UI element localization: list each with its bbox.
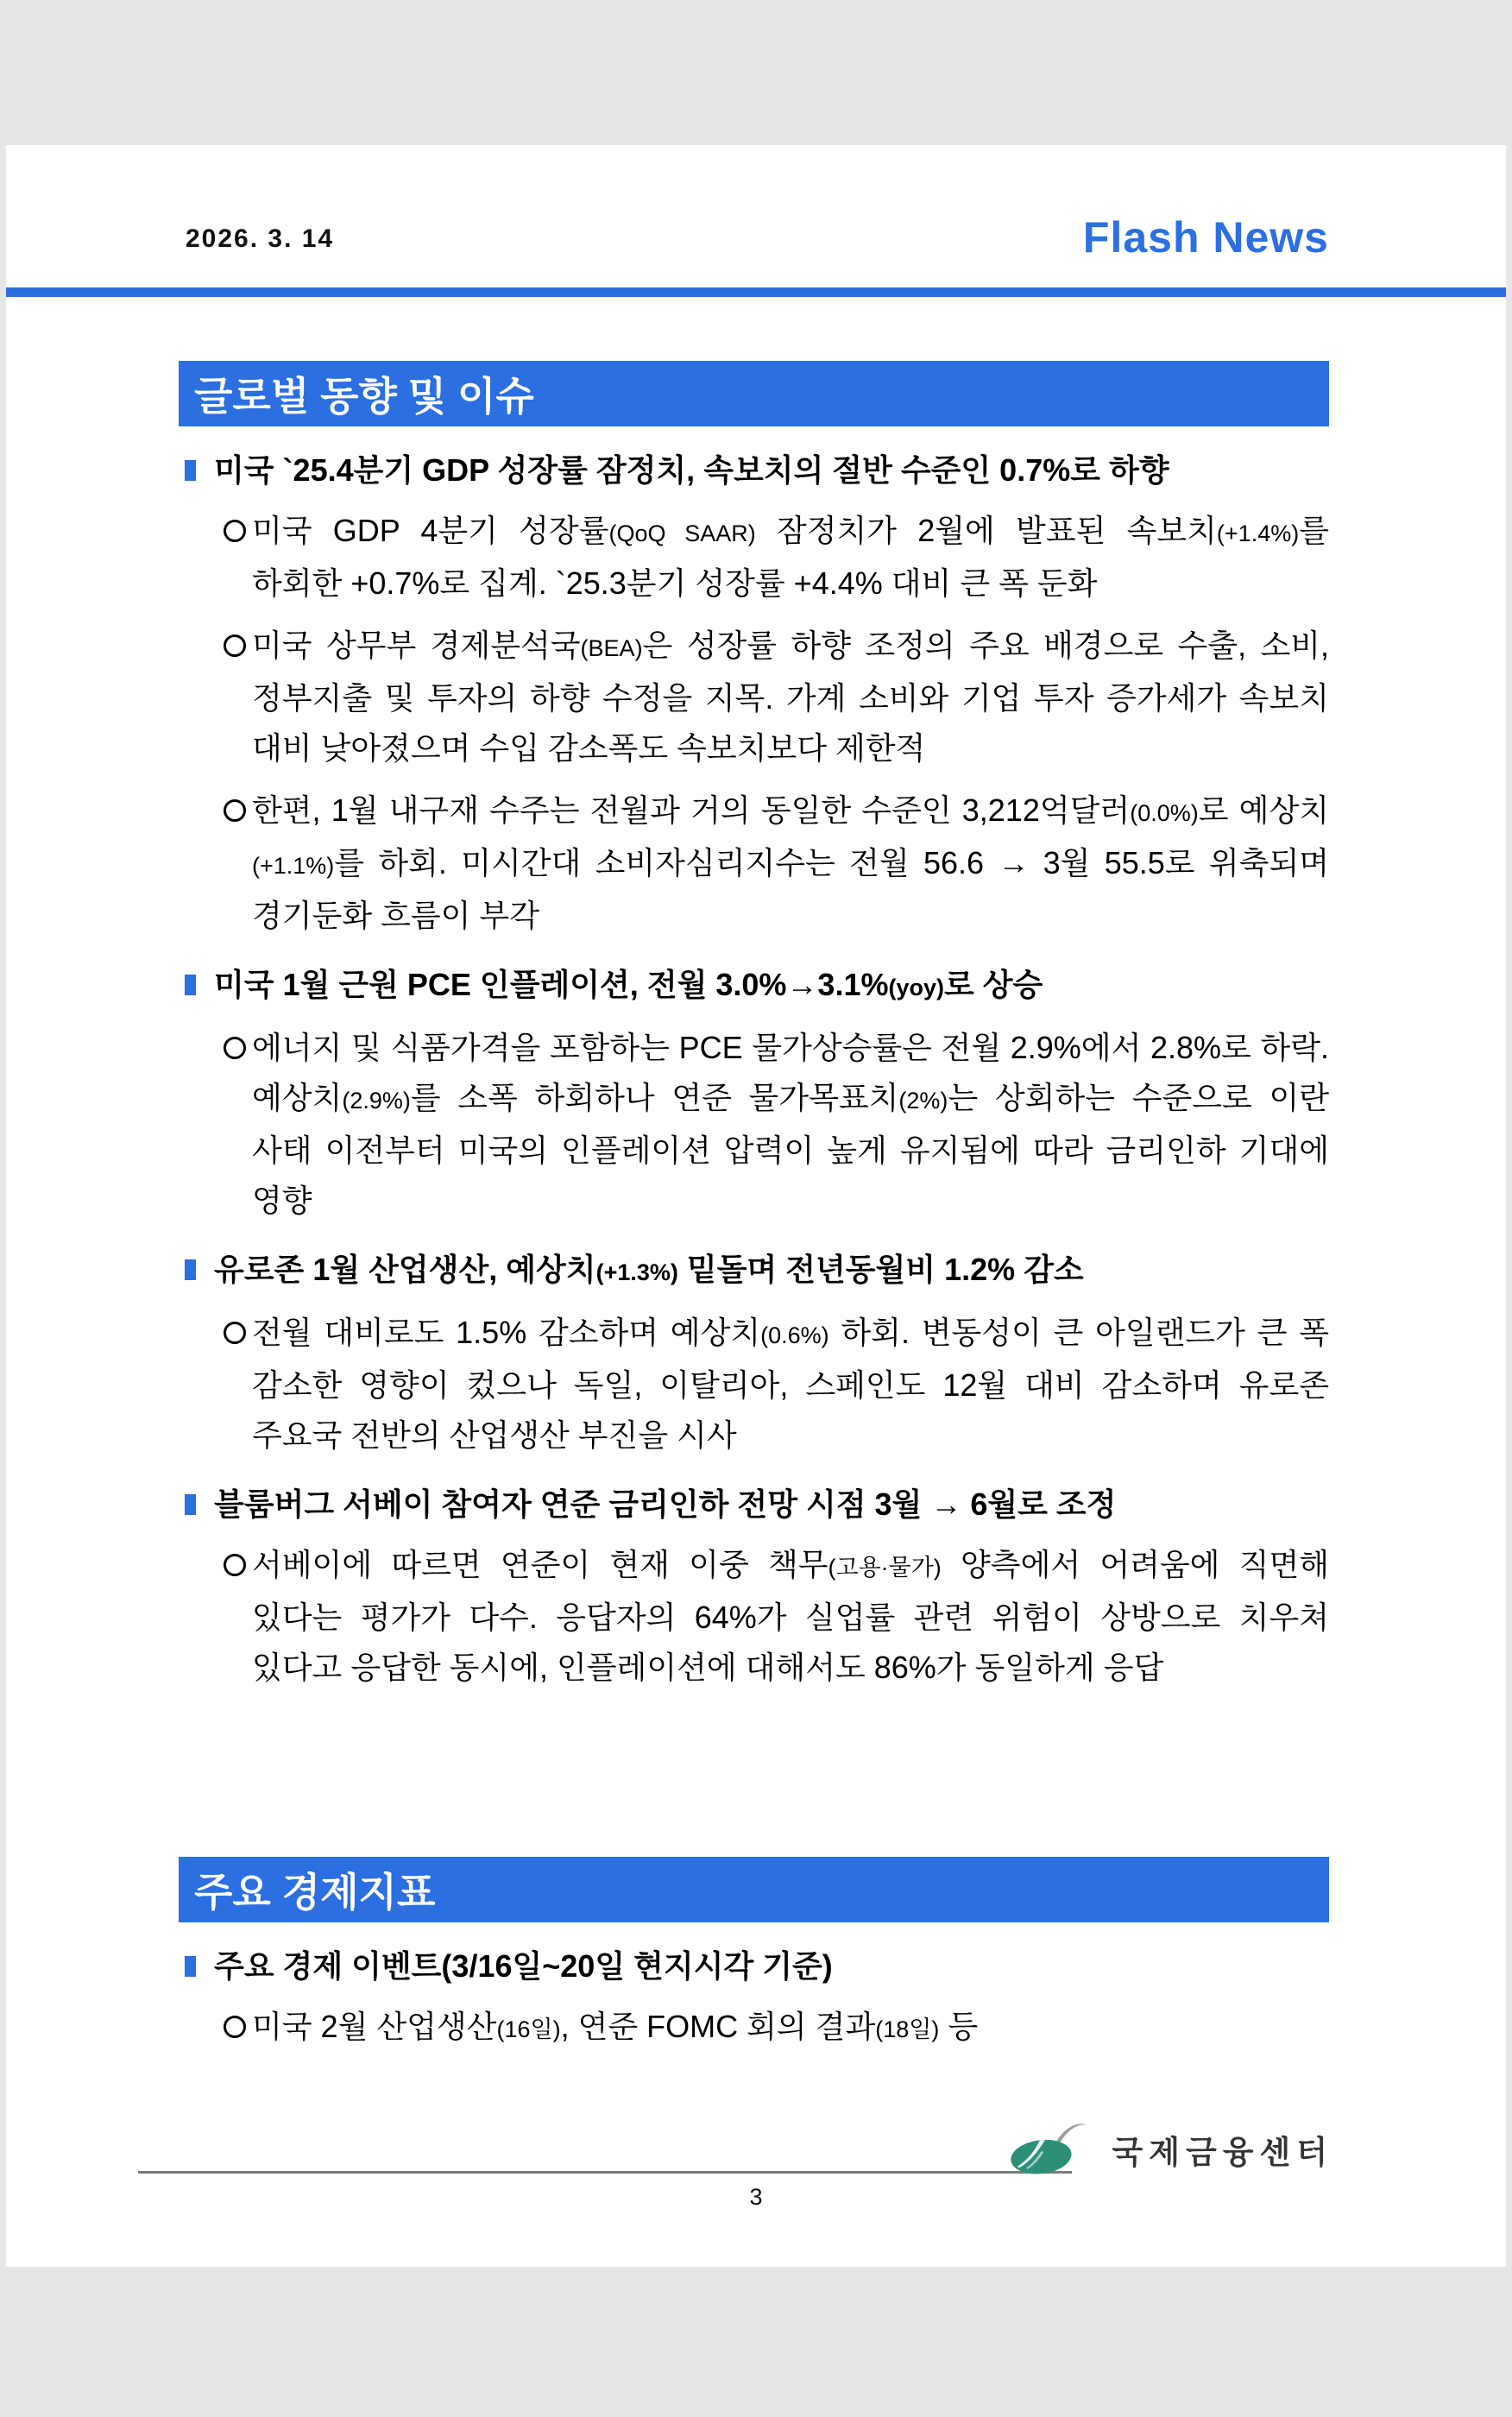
kcif-globe-icon [1009, 2115, 1102, 2184]
sub-text [252, 1315, 1329, 1453]
sub-text [252, 1547, 1329, 1685]
text-segment: 은 성장률 하향 조정의 주요 배경으로 수출, 소비, 정부지출 및 투자의 하향 수정을 지목. 가계 소비와 기업 투자 증가세가 속보치 대비 낮아졌으며 수입 감소폭도 속보치보다 제한적 [252, 628, 1330, 766]
text-segment: 서베이에 따르면 연준이 현재 이중 책무 [252, 1547, 828, 1582]
text-segment: 는 상회하는 수준으로 이란 사태 이전부터 미국의 인플레이션 압력이 높게 유지됨에 따라 금리인하 기대에 영향 [252, 1080, 1329, 1218]
square-bullet-icon [185, 1494, 196, 1515]
sub-bullet [179, 1540, 1329, 1693]
sub-text [252, 1030, 1329, 1218]
section-header [179, 361, 1329, 426]
text-segment: 미국 2월 산업생산 [252, 2009, 497, 2044]
text-segment: 미국 1월 근원 PCE 인플레이션, 전월 3.0%→3.1% [214, 967, 889, 1002]
bullet-headline [179, 1245, 1329, 1297]
text-segment: 미국 GDP 4분기 성장률 [252, 513, 609, 548]
headline-text [214, 967, 1043, 1002]
section-header [179, 1857, 1329, 1922]
report-date: 2026. 3. 14 [186, 224, 335, 253]
bullet-headline [179, 1941, 1329, 1991]
square-bullet-icon [185, 975, 196, 995]
text-segment: 미국 `25.4분기 GDP 성장률 잠정치, 속보치의 절반 수준인 0.7%로 하향 [214, 452, 1169, 488]
organization-name: 국제금융센터 [1112, 2135, 1333, 2170]
sub-text [252, 2009, 978, 2044]
sub-bullet [179, 506, 1329, 609]
text-small-segment: (16일) [496, 2016, 561, 2042]
text-segment: 전월 대비로도 1.5% 감소하며 예상치 [252, 1315, 761, 1350]
report-title: Flash News [1082, 213, 1329, 262]
text-segment: 밑돌며 전년동월비 1.2% 감소 [677, 1252, 1084, 1287]
circle-bullet-icon [224, 1037, 246, 1059]
bullet-headline [179, 960, 1329, 1013]
text-segment: 에너지 및 식품가격을 포함하는 PCE 물가상승률은 전월 2.9%에서 2.8%로 하락. 예상치 [252, 1030, 1329, 1115]
text-segment: 를 하회한 +0.7%로 집계. `25.3분기 성장률 +4.4% 대비 큰 폭 둔화 [252, 513, 1329, 601]
square-bullet-icon [185, 1956, 196, 1977]
text-small-segment: (+1.1%) [252, 853, 335, 879]
text-small-segment: (2%) [898, 1088, 948, 1114]
page-number: 3 [749, 2184, 763, 2210]
bullet-headline [179, 1480, 1329, 1530]
sub-bullet [179, 2002, 1329, 2054]
headline-text [214, 1486, 1116, 1522]
text-small-segment: (+1.3%) [595, 1259, 678, 1285]
square-bullet-icon [185, 1259, 196, 1280]
sub-bullet [179, 1308, 1329, 1461]
circle-bullet-icon [224, 2016, 246, 2038]
text-small-segment: (0.0%) [1130, 800, 1199, 826]
text-segment: 양측에서 어려움에 직면해 있다는 평가가 다수. 응답자의 64%가 실업률 관련 위험이 상방으로 치우쳐 있다고 응답한 동시에, 인플레이션에 대해서도 86%가 동일하게 응답 [252, 1547, 1329, 1685]
circle-bullet-icon [224, 634, 246, 657]
sub-bullet [179, 786, 1329, 941]
circle-bullet-icon [224, 1554, 246, 1576]
circle-bullet-icon [224, 1322, 246, 1344]
sub-text [252, 792, 1329, 933]
text-small-segment: (고용·물가) [828, 1555, 942, 1581]
text-segment: 하회. 변동성이 큰 아일랜드가 큰 폭 감소한 영향이 컸으나 독일, 이탈리아, 스페인도 12월 대비 감소하며 유로존 주요국 전반의 산업생산 부진을 시사 [252, 1315, 1329, 1453]
text-segment: 잠정치가 2월에 발표된 속보치 [755, 513, 1217, 548]
section [179, 361, 1329, 1693]
headline-text [214, 452, 1169, 488]
text-small-segment: (18일) [875, 2016, 940, 2042]
text-segment: 로 예상치 [1198, 792, 1329, 828]
header-divider [6, 287, 1506, 297]
section-title: 주요 경제지표 [194, 1870, 436, 1915]
sub-text [252, 513, 1329, 601]
section [179, 1857, 1329, 2054]
text-segment: 유로존 1월 산업생산, 예상치 [214, 1252, 596, 1287]
text-small-segment: (yoy) [888, 975, 944, 1000]
text-segment: , 연준 FOMC 회의 결과 [560, 2009, 876, 2044]
document-page [6, 145, 1506, 2267]
headline-text [214, 1948, 833, 1984]
text-segment: 주요 경제 이벤트(3/16일~20일 현지시각 기준) [214, 1948, 833, 1984]
text-small-segment: (2.9%) [342, 1088, 411, 1114]
organization-logo [1009, 2115, 1333, 2184]
text-segment: 블룸버그 서베이 참여자 연준 금리인하 전망 시점 3월 → 6월로 조정 [214, 1486, 1117, 1522]
text-segment: 를 하회. 미시간대 소비자심리지수는 전월 56.6 → 3월 55.5로 위축되며 경기둔화 흐름이 부각 [252, 845, 1329, 933]
sections [179, 361, 1329, 2067]
text-segment: 로 상승 [944, 967, 1043, 1002]
sub-bullet [179, 1023, 1329, 1226]
circle-bullet-icon [224, 520, 246, 542]
square-bullet-icon [185, 460, 196, 481]
section-title: 글로벌 동향 및 이슈 [194, 374, 534, 419]
bullet-headline [179, 445, 1329, 495]
text-segment: 한편, 1월 내구재 수주는 전월과 거의 동일한 수준인 3,212억달러 [252, 792, 1131, 828]
text-segment: 등 [939, 2009, 979, 2044]
circle-bullet-icon [224, 799, 246, 822]
text-segment: 미국 상무부 경제분석국 [252, 628, 581, 663]
headline-text [214, 1252, 1084, 1287]
text-small-segment: (BEA) [580, 635, 643, 661]
text-segment: 를 소폭 하회하나 연준 물가목표치 [410, 1080, 899, 1115]
footer-divider [138, 2171, 1072, 2174]
sub-text [252, 628, 1329, 766]
text-small-segment: (0.6%) [760, 1322, 829, 1348]
text-small-segment: (+1.4%) [1216, 521, 1300, 546]
sub-bullet [179, 621, 1329, 773]
text-small-segment: (QoQ SAAR) [608, 521, 756, 546]
